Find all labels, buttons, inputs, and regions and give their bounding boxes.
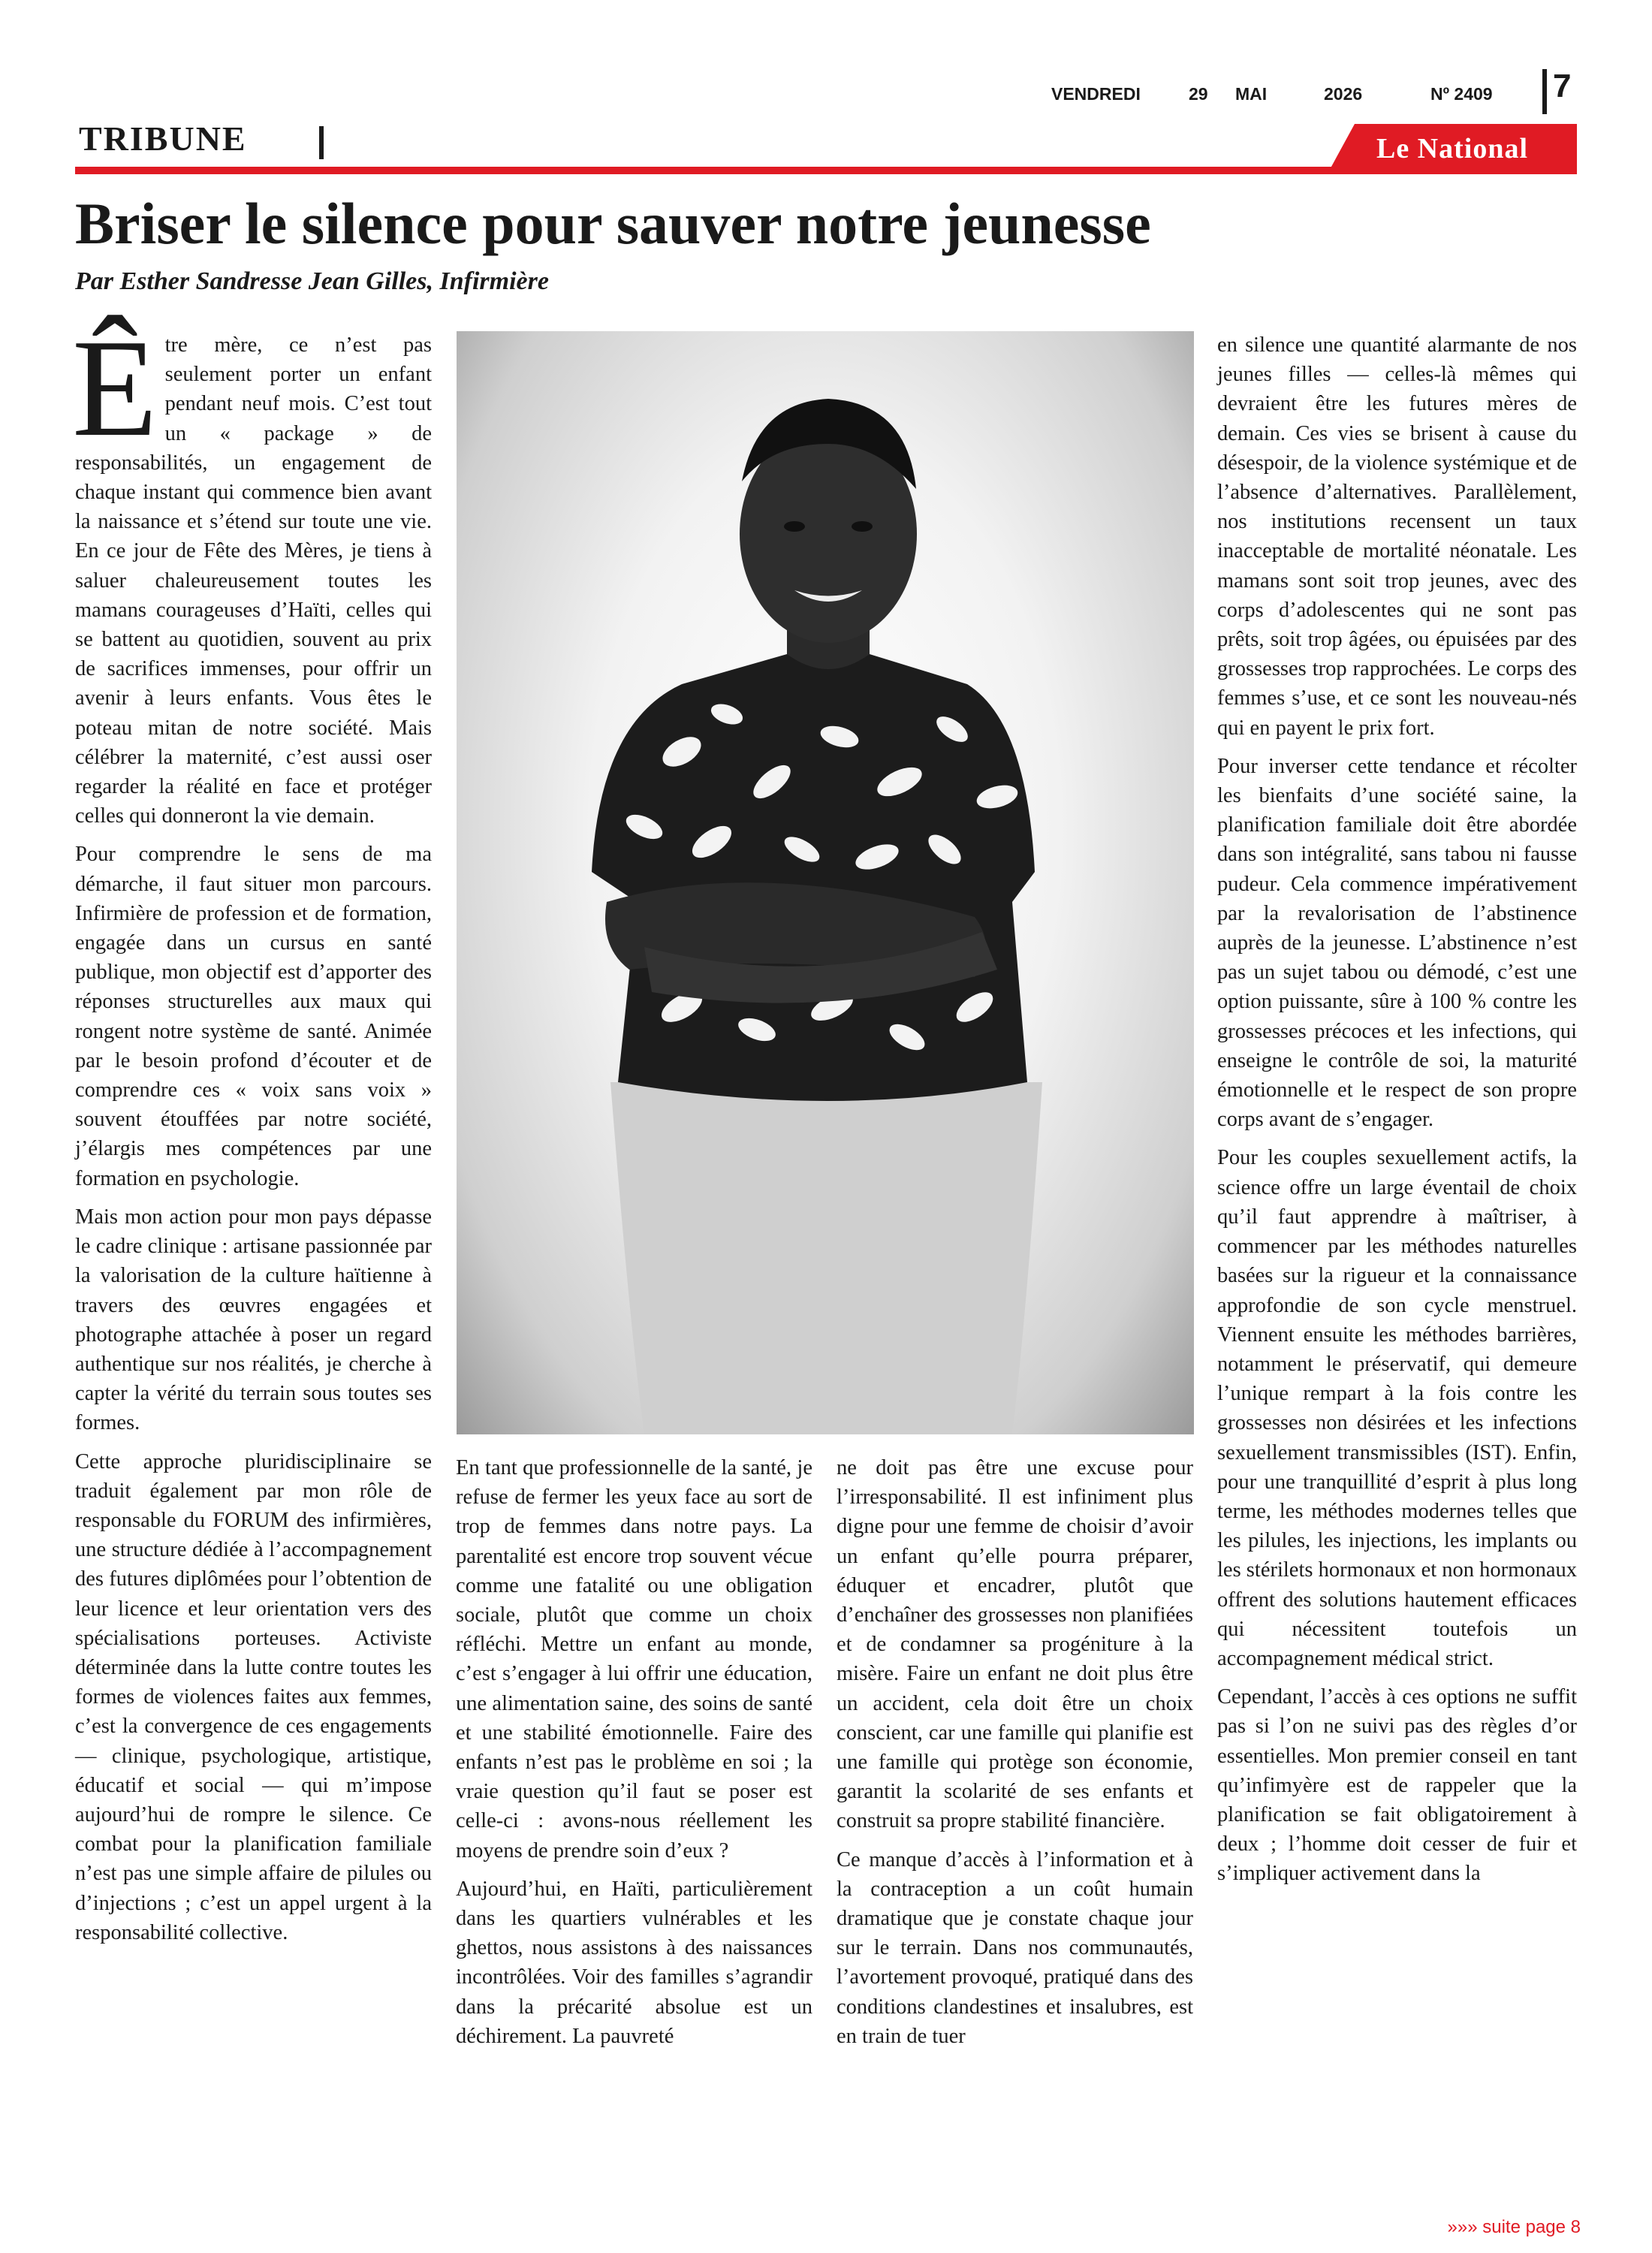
date-month: MAI	[1235, 84, 1268, 104]
paragraph: Pour comprendre le sens de ma démarche, il faut situer mon parcours. Infirmière de profession et de formation, engagée dans un cursus en santé publique, mon objectif est d’apporter des réponses structurelles aux maux qui rongent notre système de santé. Animée par le besoin profond d’écouter et de comprendre ces « voix sans voix » souvent étouffées par notre société, j’élargis mes compétences par une formation en psychologie.	[75, 843, 432, 1190]
page-number-divider	[1542, 69, 1547, 114]
paragraph-text: tre mère, ce n’est pas seulement porter un enfant pendant neuf mois. C’est tout un « package » de responsabilités, un engagement de chaque instant qui commence bien avant la naissance et s’étend sur toute une vie. En ce jour de Fête des Mères, je tiens à saluer chaleureusement toutes les mamans courageuses d’Haïti, celles qui se battent au quotidien, souvent au prix de sacrifices immenses, pour offrir un avenir à leurs enfants. Vous êtes le poteau mitan de notre société. Mais célébrer la maternité, c’est aussi oser regarder la réalité en face et protéger celles qui donneront la vie demain.	[75, 333, 432, 828]
continued-on-page-link[interactable]: »»» suite page 8	[1447, 2217, 1581, 2237]
date-number: 29	[1189, 84, 1208, 104]
article-column-3	[837, 1453, 1193, 2060]
paragraph: Aujourd’hui, en Haïti, particulièrement dans les quartiers vulnérables et les ghettos, nous assistons à des naissances incontrôlées. Voir des familles s’agrandir dans la précarité absolue est un déchirement. La pauvreté	[456, 1877, 812, 2048]
paragraph: Pour les couples sexuellement actifs, la science offre un large éventail de choix qu’il faut apprendre à maîtriser, à commencer par les méthodes naturelles basées sur la rigueur et la connaissance approfondie de son cycle menstruel. Viennent ensuite les méthodes barrières, notamment le préservatif, qui demeure l’unique rempart à la fois contre les grossesses non désirées et les infections sexuellement transmissibles (IST). Enfin, pour une tranquillité d’esprit à plus long terme, les méthodes modernes telles que les pilules, les injections, les implants ou les stérilets hormonaux et non hormonaux offrent des solutions hautement efficaces qui nécessitent toutefois un accompagnement médical strict.	[1217, 1146, 1577, 1670]
date-year: 2026	[1324, 84, 1363, 104]
paragraph: Pour inverser cette tendance et récolter les bienfaits d’une société saine, la planification familiale doit être abordée dans son intégralité, sans tabou ni fausse pudeur. Cela commence impérativement par la revalorisation de l’abstinence auprès de la jeunesse. L’abstinence n’est pas un sujet tabou ou démodé, c’est une option puissante, sûre à 100 % contre les grossesses précoces et les infections, qui enseigne le contrôle de soi, la maturité émotionnelle et le respect de son propre corps avant de s’engager.	[1217, 754, 1577, 1132]
article-column-1	[72, 311, 432, 1956]
paragraph: Cette approche pluridisciplinaire se traduit également par mon rôle de responsable du FORUM des infirmières, une structure dédiée à l’accompagnement des futures diplômées pour l’obtention de leur licence et leur orientation vers des spécialisations porteuses. Activiste déterminée dans la lutte contre toutes les formes de violences faites aux femmes, c’est la convergence de ces engagements — clinique, psychologique, artistique, éducatif et social — qui m’impose aujourd’hui de rompre le silence. Ce combat pour la planification familiale n’est pas une simple affaire de pilules ou d’injections ; c’est un appel urgent à la responsabilité collective.	[75, 1449, 432, 1944]
date-day: VENDREDI	[1051, 84, 1141, 104]
paragraph: Ce manque d’accès à l’information et à la contraception a un coût humain dramatique que je constate chaque jour sur le terrain. Dans nos communautés, l’avortement provoqué, pratiqué dans des conditions clandestines et insalubres, est en train de tuer	[837, 1847, 1193, 2048]
dateline	[1051, 84, 1493, 114]
issue-number: Nº 2409	[1430, 84, 1493, 104]
article-byline: Par Esther Sandresse Jean Gilles, Infirmière	[75, 267, 549, 295]
brand-name: Le National	[1376, 133, 1529, 164]
section-divider	[319, 126, 324, 159]
article-title: Briser le silence pour sauver notre jeunesse	[75, 191, 1151, 256]
author-portrait-photo	[457, 331, 1194, 1434]
page-number: 7	[1553, 68, 1572, 104]
paragraph: Mais mon action pour mon pays dépasse le cadre clinique : artisane passionnée par la valorisation de la culture haïtienne à travers des œuvres engagées et photographe attachée à poser un regard authentique sur nos réalités, je cherche à capter la vérité du terrain sous toutes ses formes.	[75, 1205, 432, 1435]
drop-cap: Ê	[72, 311, 158, 466]
section-label: TRIBUNE	[79, 119, 247, 158]
paragraph: ne doit pas être une excuse pour l’irresponsabilité. Il est infiniment plus digne pour une femme de choisir d’avoir un enfant qu’elle pourra préparer, éduquer et encadrer, plutôt que d’enchaîner des grossesses non planifiées et de condamner sa progéniture à la misère. Faire un enfant ne doit plus être un accident, cela doit être un choix conscient, car une famille qui planifie est une famille qui protège son économie, garantit la scolarité de ses enfants et construit sa propre stabilité financière.	[837, 1456, 1193, 1833]
portrait-illustration	[457, 331, 1194, 1434]
paragraph: Cependant, l’accès à ces options ne suffit pas si l’on ne suivi pas des règles d’or essentielles. Mon premier conseil en tant qu’infimyère est de rappeler que la planification se fait obligatoirement à deux ; l’homme doit cesser de fuir et s’impliquer activement dans la	[1217, 1685, 1577, 1886]
paragraph	[72, 311, 432, 831]
article-column-4	[1217, 330, 1577, 1898]
paragraph: en silence une quantité alarmante de nos jeunes filles — celles-là mêmes qui devraient être les futures mères de demain. Ces vies se brisent à cause du désespoir, de la violence systémique et de l’absence d’alternatives. Parallèlement, nos institutions recensent un taux inacceptable de mortalité néonatale. Les mamans sont soit trop jeunes, avec des corps d’adolescentes qui ne sont pas prêts, soit trop âgées, ou épuisées par des grossesses trop rapprochées. Le corps des femmes s’use, et ce sont les nouveau-nés qui en payent le prix fort.	[1217, 333, 1577, 740]
paragraph: En tant que professionnelle de la santé, je refuse de fermer les yeux face au sort de trop de femmes dans notre pays. La parentalité est encore trop souvent vécue comme une fatalité ou une obligation sociale, plutôt que comme un choix réfléchi. Mettre un enfant au monde, c’est s’engager à lui offrir une éducation, une alimentation saine, des soins de santé et une stabilité émotionnelle. Faire des enfants n’est pas le problème en soi ; la vraie question qu’il faut se poser est celle-ci : avons-nous réellement les moyens de prendre soin d’eux ?	[456, 1456, 812, 1862]
article-column-2	[456, 1453, 812, 2060]
